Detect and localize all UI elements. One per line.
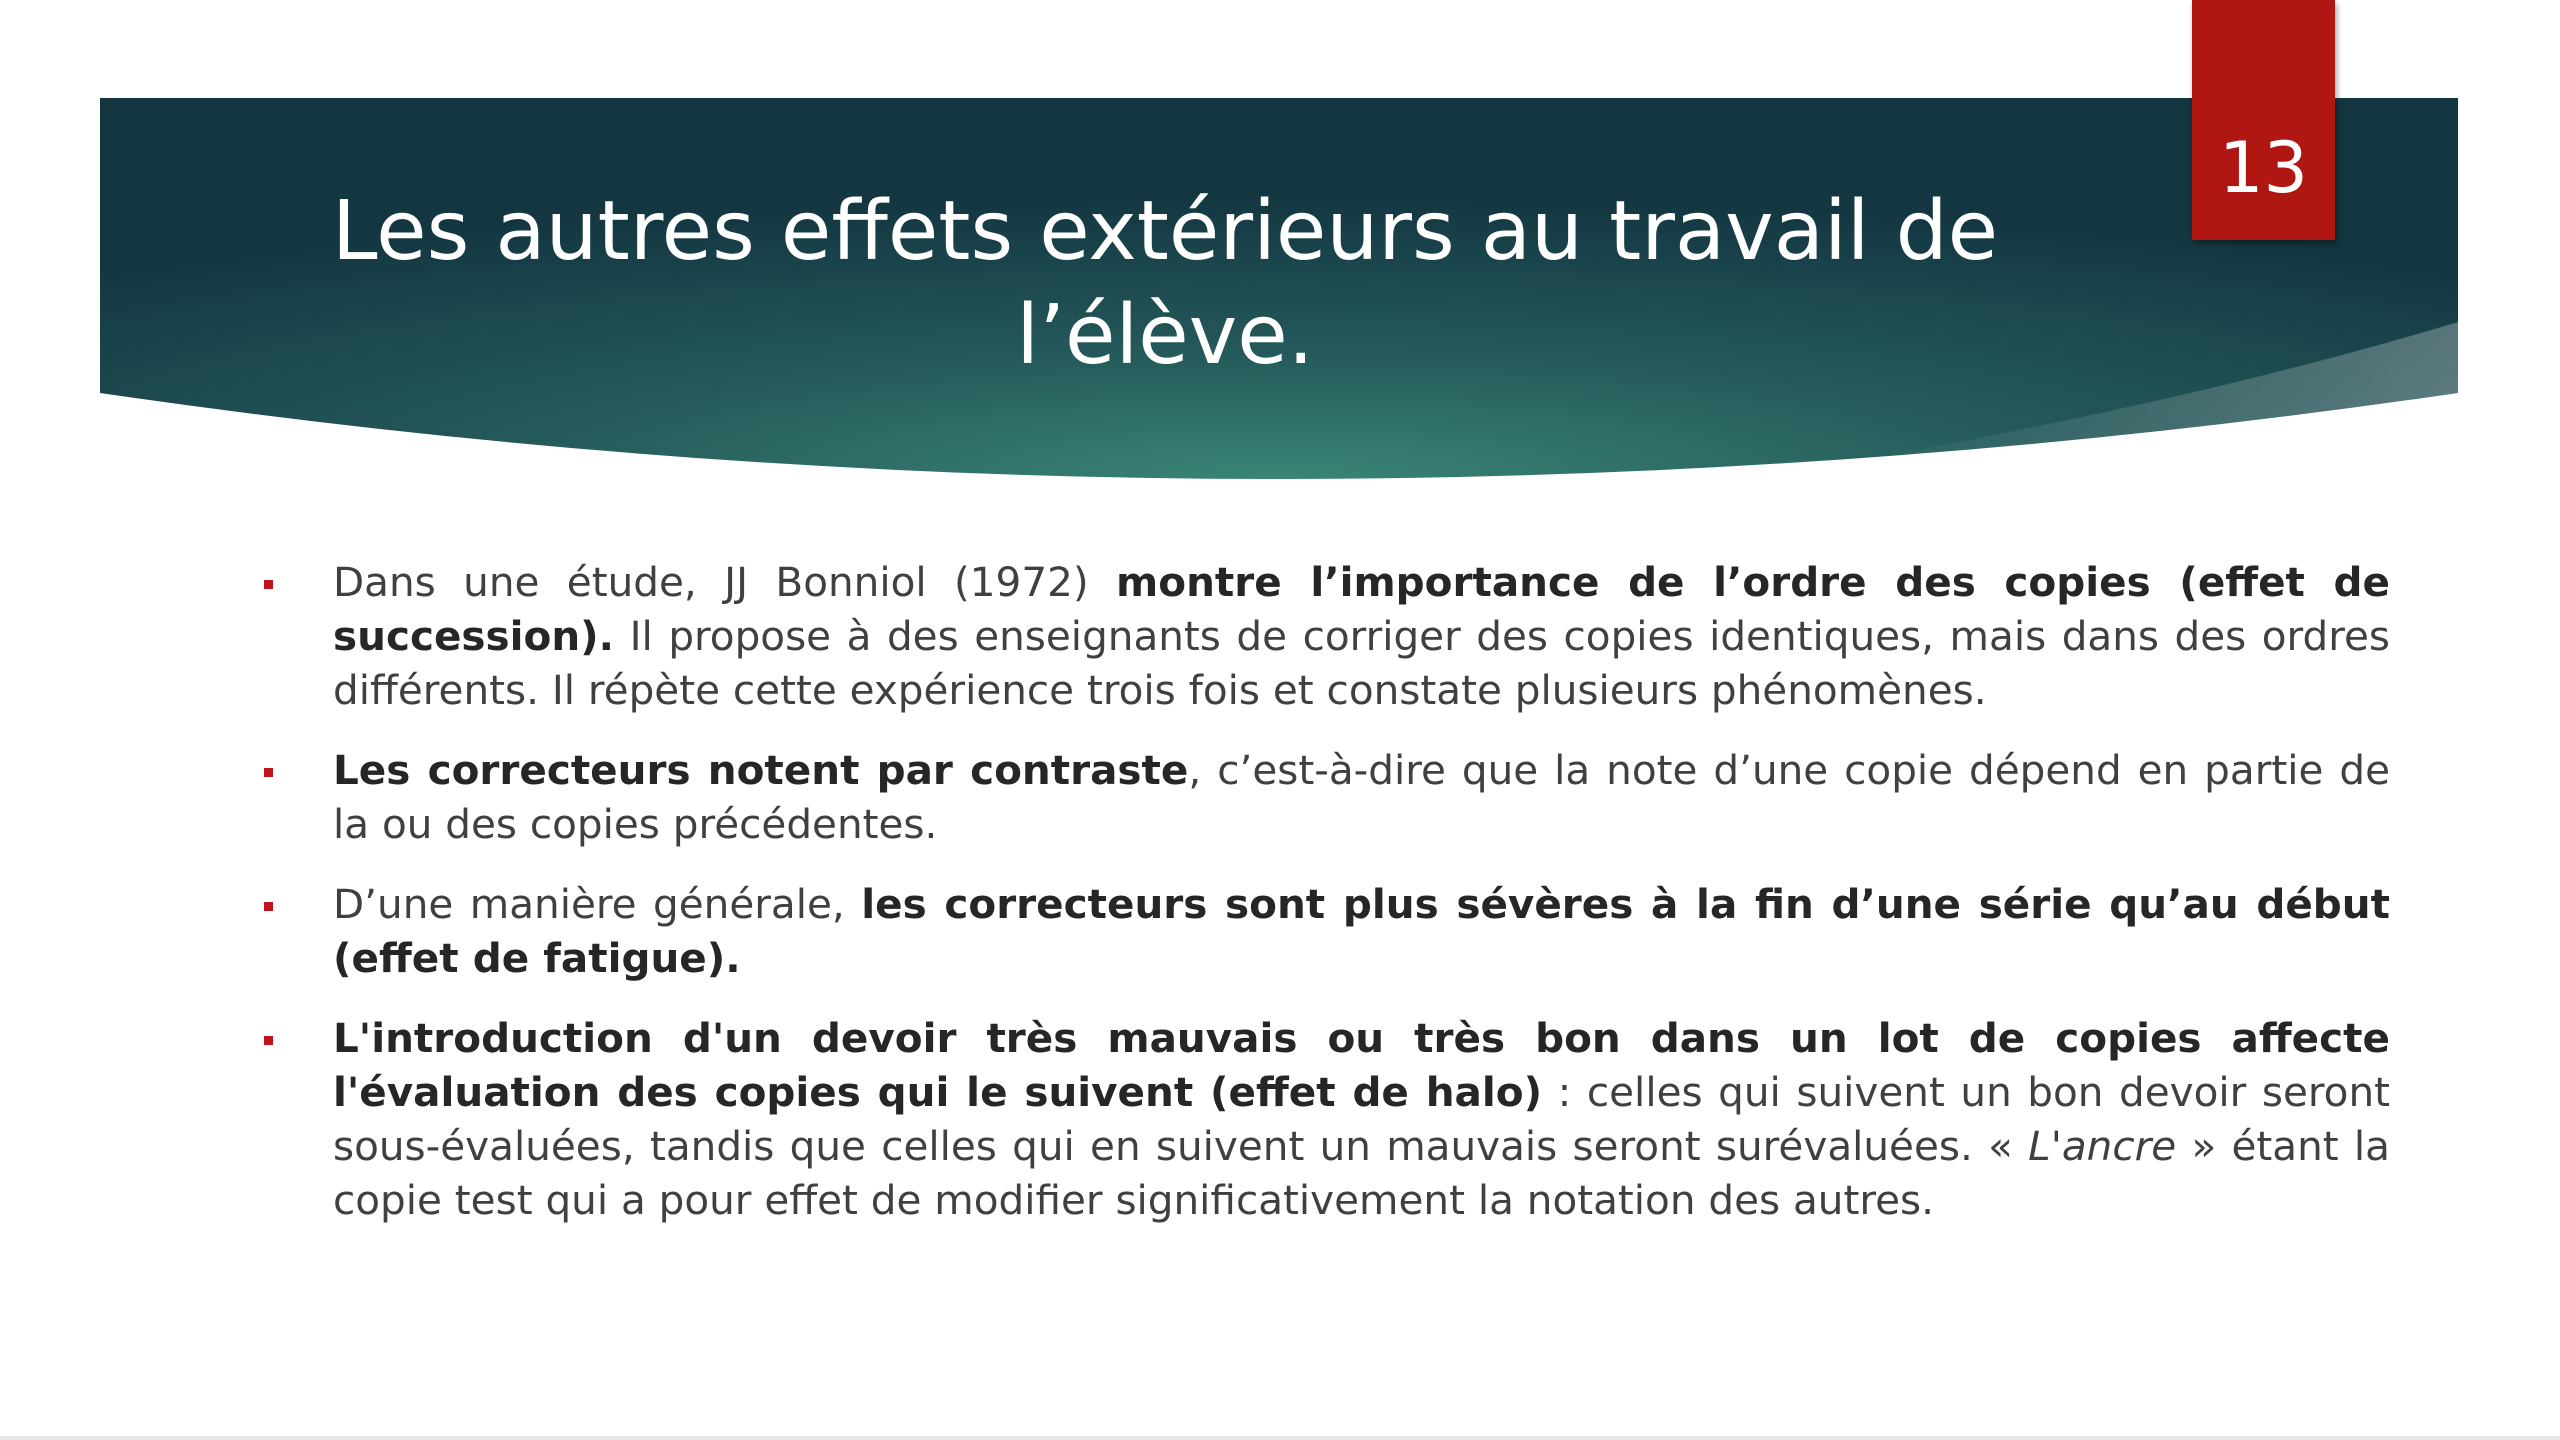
bullet-text: » étant la copie test qui a pour effet de modifier significativement la notation des autres.: [333, 1122, 2390, 1224]
bullet-text: Dans une étude, JJ Bonniol (1972): [333, 558, 1117, 606]
bullet-text: , c’est-à-dire que la note d’une copie dépend en partie de la ou des copies précédentes.: [333, 746, 2390, 848]
bullet-italic: L'ancre: [2028, 1122, 2177, 1170]
page-number: 13: [2218, 127, 2309, 209]
bullet-text: D’une manière générale,: [333, 880, 862, 928]
square-bullet-icon: [264, 902, 273, 911]
bullet-list: [260, 555, 2390, 1253]
bullet-emphasis: L'introduction d'un devoir très mauvais ou très bon dans un lot de copies affecte l'évaluation des copies qui le suivent (effet de halo): [333, 1014, 2390, 1116]
bullet-emphasis: Les correcteurs notent par contraste: [333, 746, 1189, 794]
bullet-text: : celles qui suivent un bon devoir seront sous-évaluées, tandis que celles qui en suivent un mauvais seront surévaluées. «: [333, 1068, 2390, 1170]
list-item: [260, 555, 2390, 717]
page-number-badge: [2192, 0, 2335, 240]
bullet-emphasis: montre l’importance de l’ordre des copies (effet de succession).: [333, 558, 2390, 660]
square-bullet-icon: [264, 768, 273, 777]
list-item: [260, 743, 2390, 851]
bottom-divider: [0, 1436, 2560, 1440]
bullet-text: Il propose à des enseignants de corriger des copies identiques, mais dans des ordres différents. Il répète cette expérience trois fois et constate plusieurs phénomènes.: [333, 612, 2390, 714]
list-item: [260, 877, 2390, 985]
list-item: [260, 1011, 2390, 1227]
bullet-emphasis: les correcteurs sont plus sévères à la fin d’une série qu’au début (effet de fatigue).: [333, 880, 2390, 982]
square-bullet-icon: [264, 580, 273, 589]
slide-title: Les autres effets extérieurs au travail de l’élève.: [331, 184, 1999, 383]
square-bullet-icon: [264, 1036, 273, 1045]
